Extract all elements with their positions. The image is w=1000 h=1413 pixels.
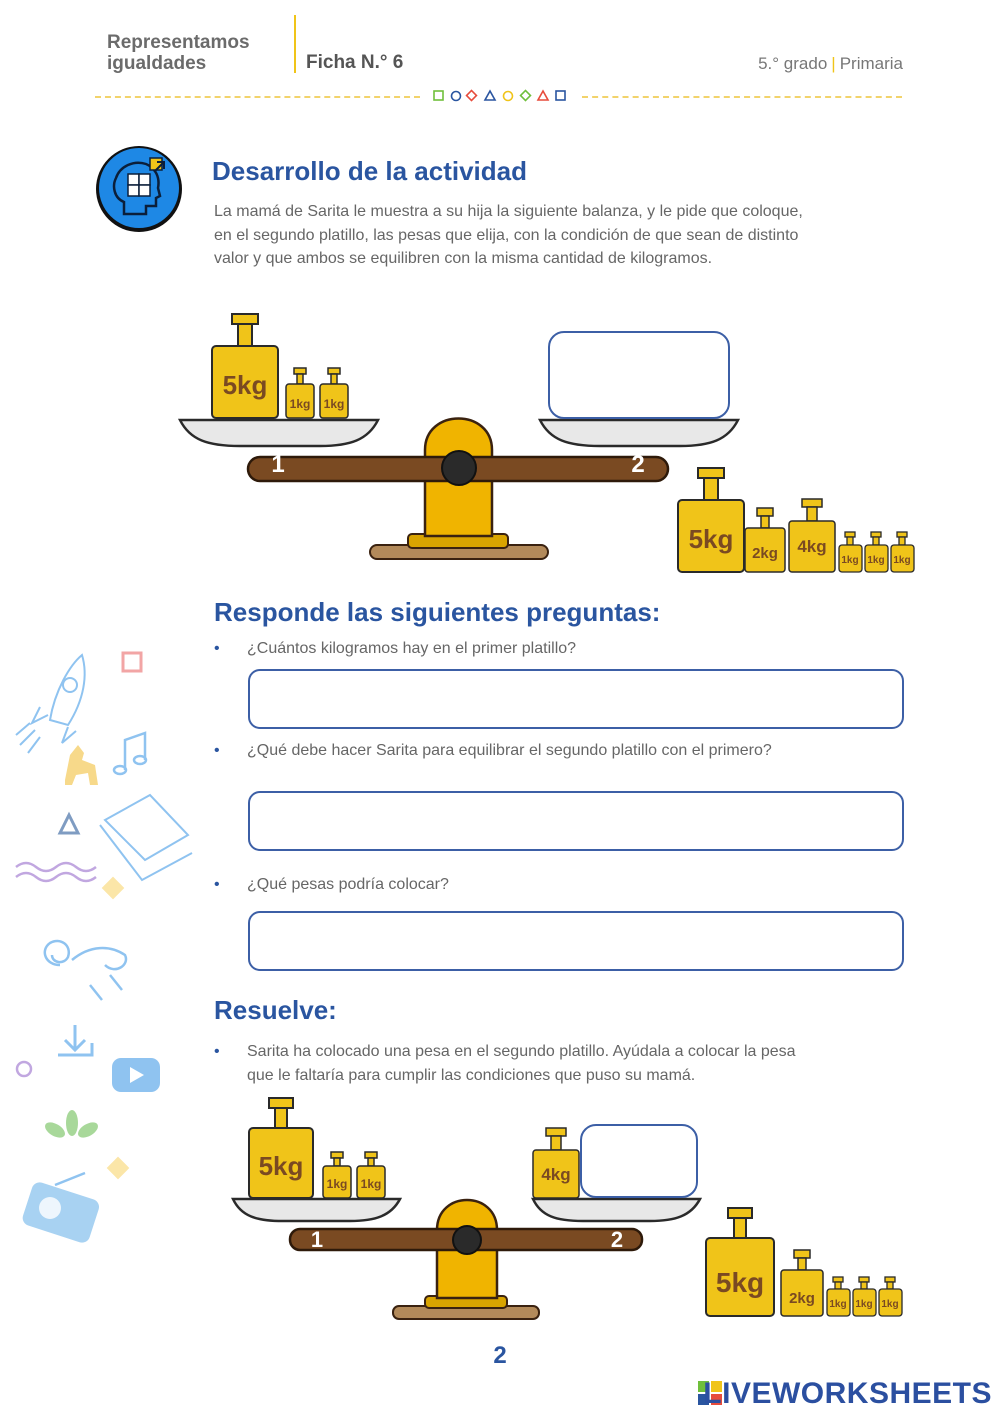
svg-text:1kg: 1kg xyxy=(289,397,311,411)
decorative-doodles xyxy=(10,645,195,1255)
svg-text:1kg: 1kg xyxy=(841,555,859,566)
grade-label: 5.° grado | Primaria xyxy=(758,54,903,73)
plate-1-label: 1 xyxy=(310,1227,324,1252)
question-1-text: ¿Cuántos kilogramos hay en el primer platillo? xyxy=(247,640,577,657)
liveworksheets-brand xyxy=(703,1377,992,1411)
weight-1kg[interactable] xyxy=(827,1277,850,1316)
brand-suffix: WORKSHEETS xyxy=(771,1377,992,1410)
circle-icon xyxy=(17,1062,31,1076)
page-number: 2 xyxy=(493,1342,507,1369)
question-3-text: ¿Qué pesas podría colocar? xyxy=(247,876,449,893)
ficha-number: Ficha N.° 6 xyxy=(306,52,404,73)
plate-2-label: 2 xyxy=(631,451,645,478)
laptop-icon xyxy=(100,795,192,880)
wave-icon xyxy=(16,863,96,881)
head-puzzle-icon xyxy=(94,142,186,234)
svg-text:2kg: 2kg xyxy=(789,1290,815,1307)
level-text: Primaria xyxy=(839,54,903,73)
leaves-icon xyxy=(42,1110,100,1141)
shapes-ornament xyxy=(432,89,572,103)
svg-text:4kg: 4kg xyxy=(797,537,827,556)
section-title-preguntas: Responde las siguientes preguntas: xyxy=(214,597,661,627)
weight-5kg xyxy=(212,314,278,418)
header-title xyxy=(107,32,250,74)
header-title-line1: Representamos xyxy=(107,32,250,53)
intro-line-1: La mamá de Sarita le muestra a su hija la siguiente balanza, y le pide que coloque, xyxy=(214,203,803,220)
question-2: • ¿Qué debe hacer Sarita para equilibrar el segundo platillo con el primero? xyxy=(214,742,772,759)
balance-2-stand xyxy=(393,1200,539,1319)
intro-line-3: valor y que ambos se equilibren con la misma cantidad de kilogramos. xyxy=(214,250,713,267)
header-separator xyxy=(294,15,296,73)
music-note-icon xyxy=(114,733,146,774)
spiral-icon xyxy=(45,941,126,1000)
rocket-icon xyxy=(16,655,85,753)
svg-text:5kg: 5kg xyxy=(222,370,268,400)
answer-field-3[interactable] xyxy=(248,911,904,971)
svg-text:5kg: 5kg xyxy=(688,524,734,554)
svg-text:1kg: 1kg xyxy=(855,1299,873,1310)
answer-field-2[interactable] xyxy=(248,791,904,851)
header-divider-left xyxy=(95,96,420,98)
weight-1kg xyxy=(357,1152,385,1198)
resuelve-line-1: Sarita ha colocado una pesa en el segundo platillo. Ayúdala a colocar la pesa xyxy=(247,1043,796,1060)
answer-field-1[interactable] xyxy=(248,669,904,729)
balance-1-stand xyxy=(370,419,548,560)
svg-text:5kg: 5kg xyxy=(258,1151,304,1181)
question-3: • ¿Qué pesas podría colocar? xyxy=(214,876,449,893)
weight-1kg xyxy=(323,1152,351,1198)
weight-5kg xyxy=(249,1098,313,1198)
svg-text:1kg: 1kg xyxy=(893,555,911,566)
weight-1kg[interactable] xyxy=(865,532,888,572)
weight-1kg xyxy=(320,368,348,418)
grade-text: 5.° grado xyxy=(758,54,828,73)
intro-paragraph xyxy=(214,200,914,271)
radio-icon xyxy=(21,1173,101,1245)
question-2-text: ¿Qué debe hacer Sarita para equilibrar el segundo platillo con el primero? xyxy=(247,742,772,759)
svg-text:4kg: 4kg xyxy=(541,1165,571,1184)
llama-icon xyxy=(65,745,98,785)
brand-prefix: LIVE xyxy=(703,1377,772,1410)
plate-1 xyxy=(233,1199,400,1221)
plate-2-drop-zone[interactable] xyxy=(548,331,730,419)
svg-text:1kg: 1kg xyxy=(323,397,345,411)
section-title-desarrollo: Desarrollo de la actividad xyxy=(212,156,528,186)
diamond-icon xyxy=(107,1157,130,1180)
weight-2kg[interactable] xyxy=(781,1250,823,1316)
plate-2-label: 2 xyxy=(610,1227,624,1252)
svg-text:1kg: 1kg xyxy=(360,1177,382,1191)
triangle-icon xyxy=(60,815,78,833)
intro-line-2: en el segundo platillo, las pesas que elija, con la condición de que sean de distinto xyxy=(214,226,799,244)
weight-1kg xyxy=(286,368,314,418)
header-divider-right xyxy=(582,96,902,98)
weight-2kg[interactable] xyxy=(745,508,785,572)
weight-1kg[interactable] xyxy=(891,532,914,572)
weight-4kg xyxy=(533,1128,579,1198)
section-title-resuelve: Resuelve: xyxy=(214,995,337,1025)
svg-text:1kg: 1kg xyxy=(829,1299,847,1310)
balance-scale-2 xyxy=(225,1090,915,1325)
plate-1 xyxy=(180,420,378,446)
weight-4kg[interactable] xyxy=(789,499,835,572)
resuelve-instruction: • Sarita ha colocado una pesa en el segundo platillo. Ayúdala a colocar la pesa que le faltaría para cumplir las condiciones que puso su mamá. xyxy=(247,1040,927,1087)
question-1: • ¿Cuántos kilogramos hay en el primer platillo? xyxy=(214,640,577,657)
plate-2 xyxy=(540,420,738,446)
weight-1kg[interactable] xyxy=(839,532,862,572)
diamond-icon xyxy=(102,877,125,900)
resuelve-line-2: que le faltaría para cumplir las condiciones que puso su mamá. xyxy=(247,1066,696,1084)
download-icon xyxy=(58,1025,92,1055)
weight-1kg[interactable] xyxy=(853,1277,876,1316)
square-icon xyxy=(123,653,141,671)
svg-text:1kg: 1kg xyxy=(326,1177,348,1191)
svg-text:2kg: 2kg xyxy=(752,545,778,562)
header-title-line2: igualdades xyxy=(107,53,207,74)
svg-text:1kg: 1kg xyxy=(867,555,885,566)
weight-5kg[interactable] xyxy=(706,1208,774,1316)
svg-text:5kg: 5kg xyxy=(715,1267,765,1298)
weight-5kg[interactable] xyxy=(678,468,744,572)
weight-1kg[interactable] xyxy=(879,1277,902,1316)
svg-text:1kg: 1kg xyxy=(881,1299,899,1310)
plate-2-drop-zone[interactable] xyxy=(580,1124,698,1198)
plate-2 xyxy=(533,1199,700,1221)
plate-1-label: 1 xyxy=(271,451,285,478)
